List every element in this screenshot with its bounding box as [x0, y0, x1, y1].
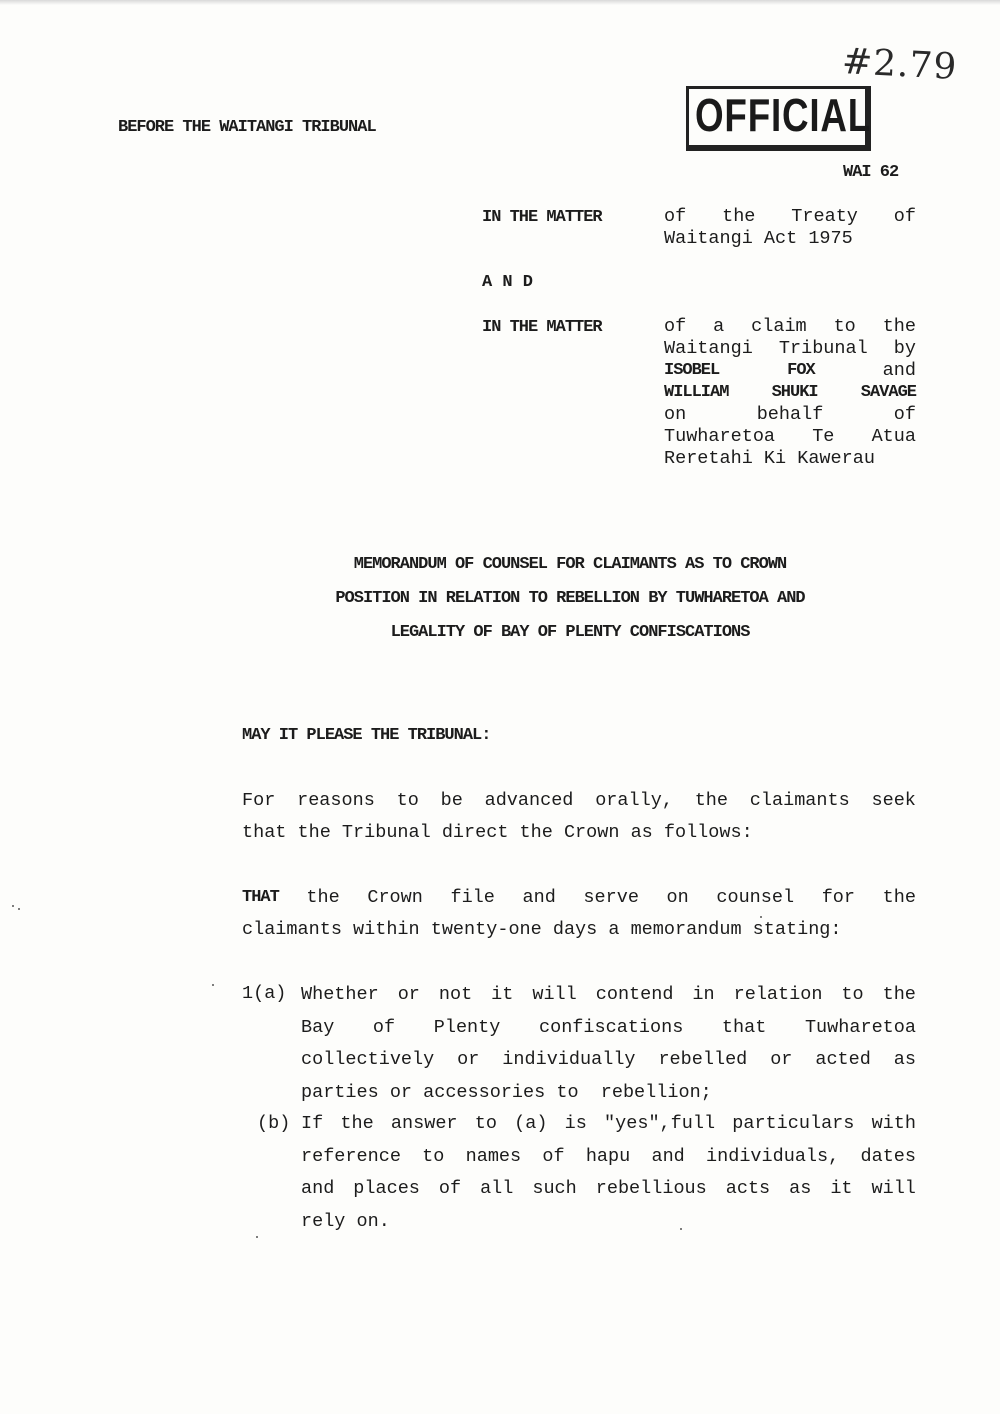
scan-speck [256, 1236, 258, 1238]
scan-speck [12, 905, 14, 907]
memo-title-line-2: POSITION IN RELATION TO REBELLION BY TUWHARETOA AND [335, 589, 805, 608]
matter-2-line-6: Tuwharetoa Te Atua [664, 426, 916, 447]
that-line-1: THAT the Crown file and serve on counsel for the [242, 887, 916, 908]
stamp-text: OFFICIAL [695, 89, 872, 141]
scan-speck [212, 984, 214, 986]
memo-title-line-1: MEMORANDUM OF COUNSEL FOR CLAIMANTS AS TO CROWN [353, 555, 787, 574]
intro-line-1: For reasons to be advanced orally, the claimants seek [242, 790, 916, 811]
item-1a-line-1: Whether or not it will contend in relation to the [301, 984, 916, 1005]
matter-2-line-7: Reretahi Ki Kawerau [664, 448, 875, 469]
scan-edge [0, 0, 1000, 5]
scan-speck [680, 1228, 682, 1230]
claimant-name-2: WILLIAM SHUKI SAVAGE [664, 383, 916, 402]
matter-1-line-1: of the Treaty of [664, 206, 916, 227]
intro-line-2: that the Tribunal direct the Crown as follows: [242, 822, 753, 843]
intro-paragraph [242, 785, 916, 849]
handwritten-reference: #2.79 [841, 41, 959, 88]
item-1b-line-4: rely on. [301, 1210, 390, 1232]
that-line-2: claimants within twenty-one days a memorandum stating: [242, 919, 842, 940]
item-1b-text [301, 1108, 916, 1238]
matter-2-line-2: Waitangi Tribunal by [664, 338, 916, 359]
item-1b-line-1: If the answer to (a) is "yes",full particulars with [301, 1113, 916, 1134]
matter-1-line-2: Waitangi Act 1975 [664, 228, 853, 249]
file-number: WAI 62 [843, 163, 899, 182]
matter-label-1: IN THE MATTER [482, 208, 602, 227]
memo-title-line-3: LEGALITY OF BAY OF PLENTY CONFISCATIONS [390, 623, 750, 642]
item-1b-label: (b) [257, 1113, 291, 1134]
item-1b-line-2: reference to names of hapu and individuals, dates [301, 1145, 916, 1167]
item-1b-line-3: and places of all such rebellious acts as it will [301, 1178, 916, 1199]
salutation: MAY IT PLEASE THE TRIBUNAL: [242, 726, 491, 745]
matter-label-2: IN THE MATTER [482, 318, 602, 337]
matter-2-line-1: of a claim to the [664, 316, 916, 337]
item-1a-text [301, 979, 916, 1109]
matter-text-2 [664, 316, 916, 470]
that-paragraph [242, 882, 916, 946]
official-stamp [686, 86, 870, 150]
scan-speck [760, 916, 762, 918]
scan-speck [18, 908, 20, 910]
matter-text-1 [664, 206, 916, 250]
item-1a-line-2: Bay of Plenty confiscations that Tuwharetoa [301, 1016, 916, 1038]
item-1a-label: 1(a) [242, 983, 287, 1004]
item-1a-line-4: parties or accessories to rebellion; [301, 1081, 712, 1103]
court-heading: BEFORE THE WAITANGI TRIBUNAL [118, 118, 376, 137]
claimant-name-1: ISOBEL FOX and [664, 360, 916, 381]
and-separator: A N D [482, 273, 534, 292]
matter-2-line-5: on behalf of [664, 404, 916, 425]
item-1a-line-3: collectively or individually rebelled or acted as [301, 1049, 916, 1070]
